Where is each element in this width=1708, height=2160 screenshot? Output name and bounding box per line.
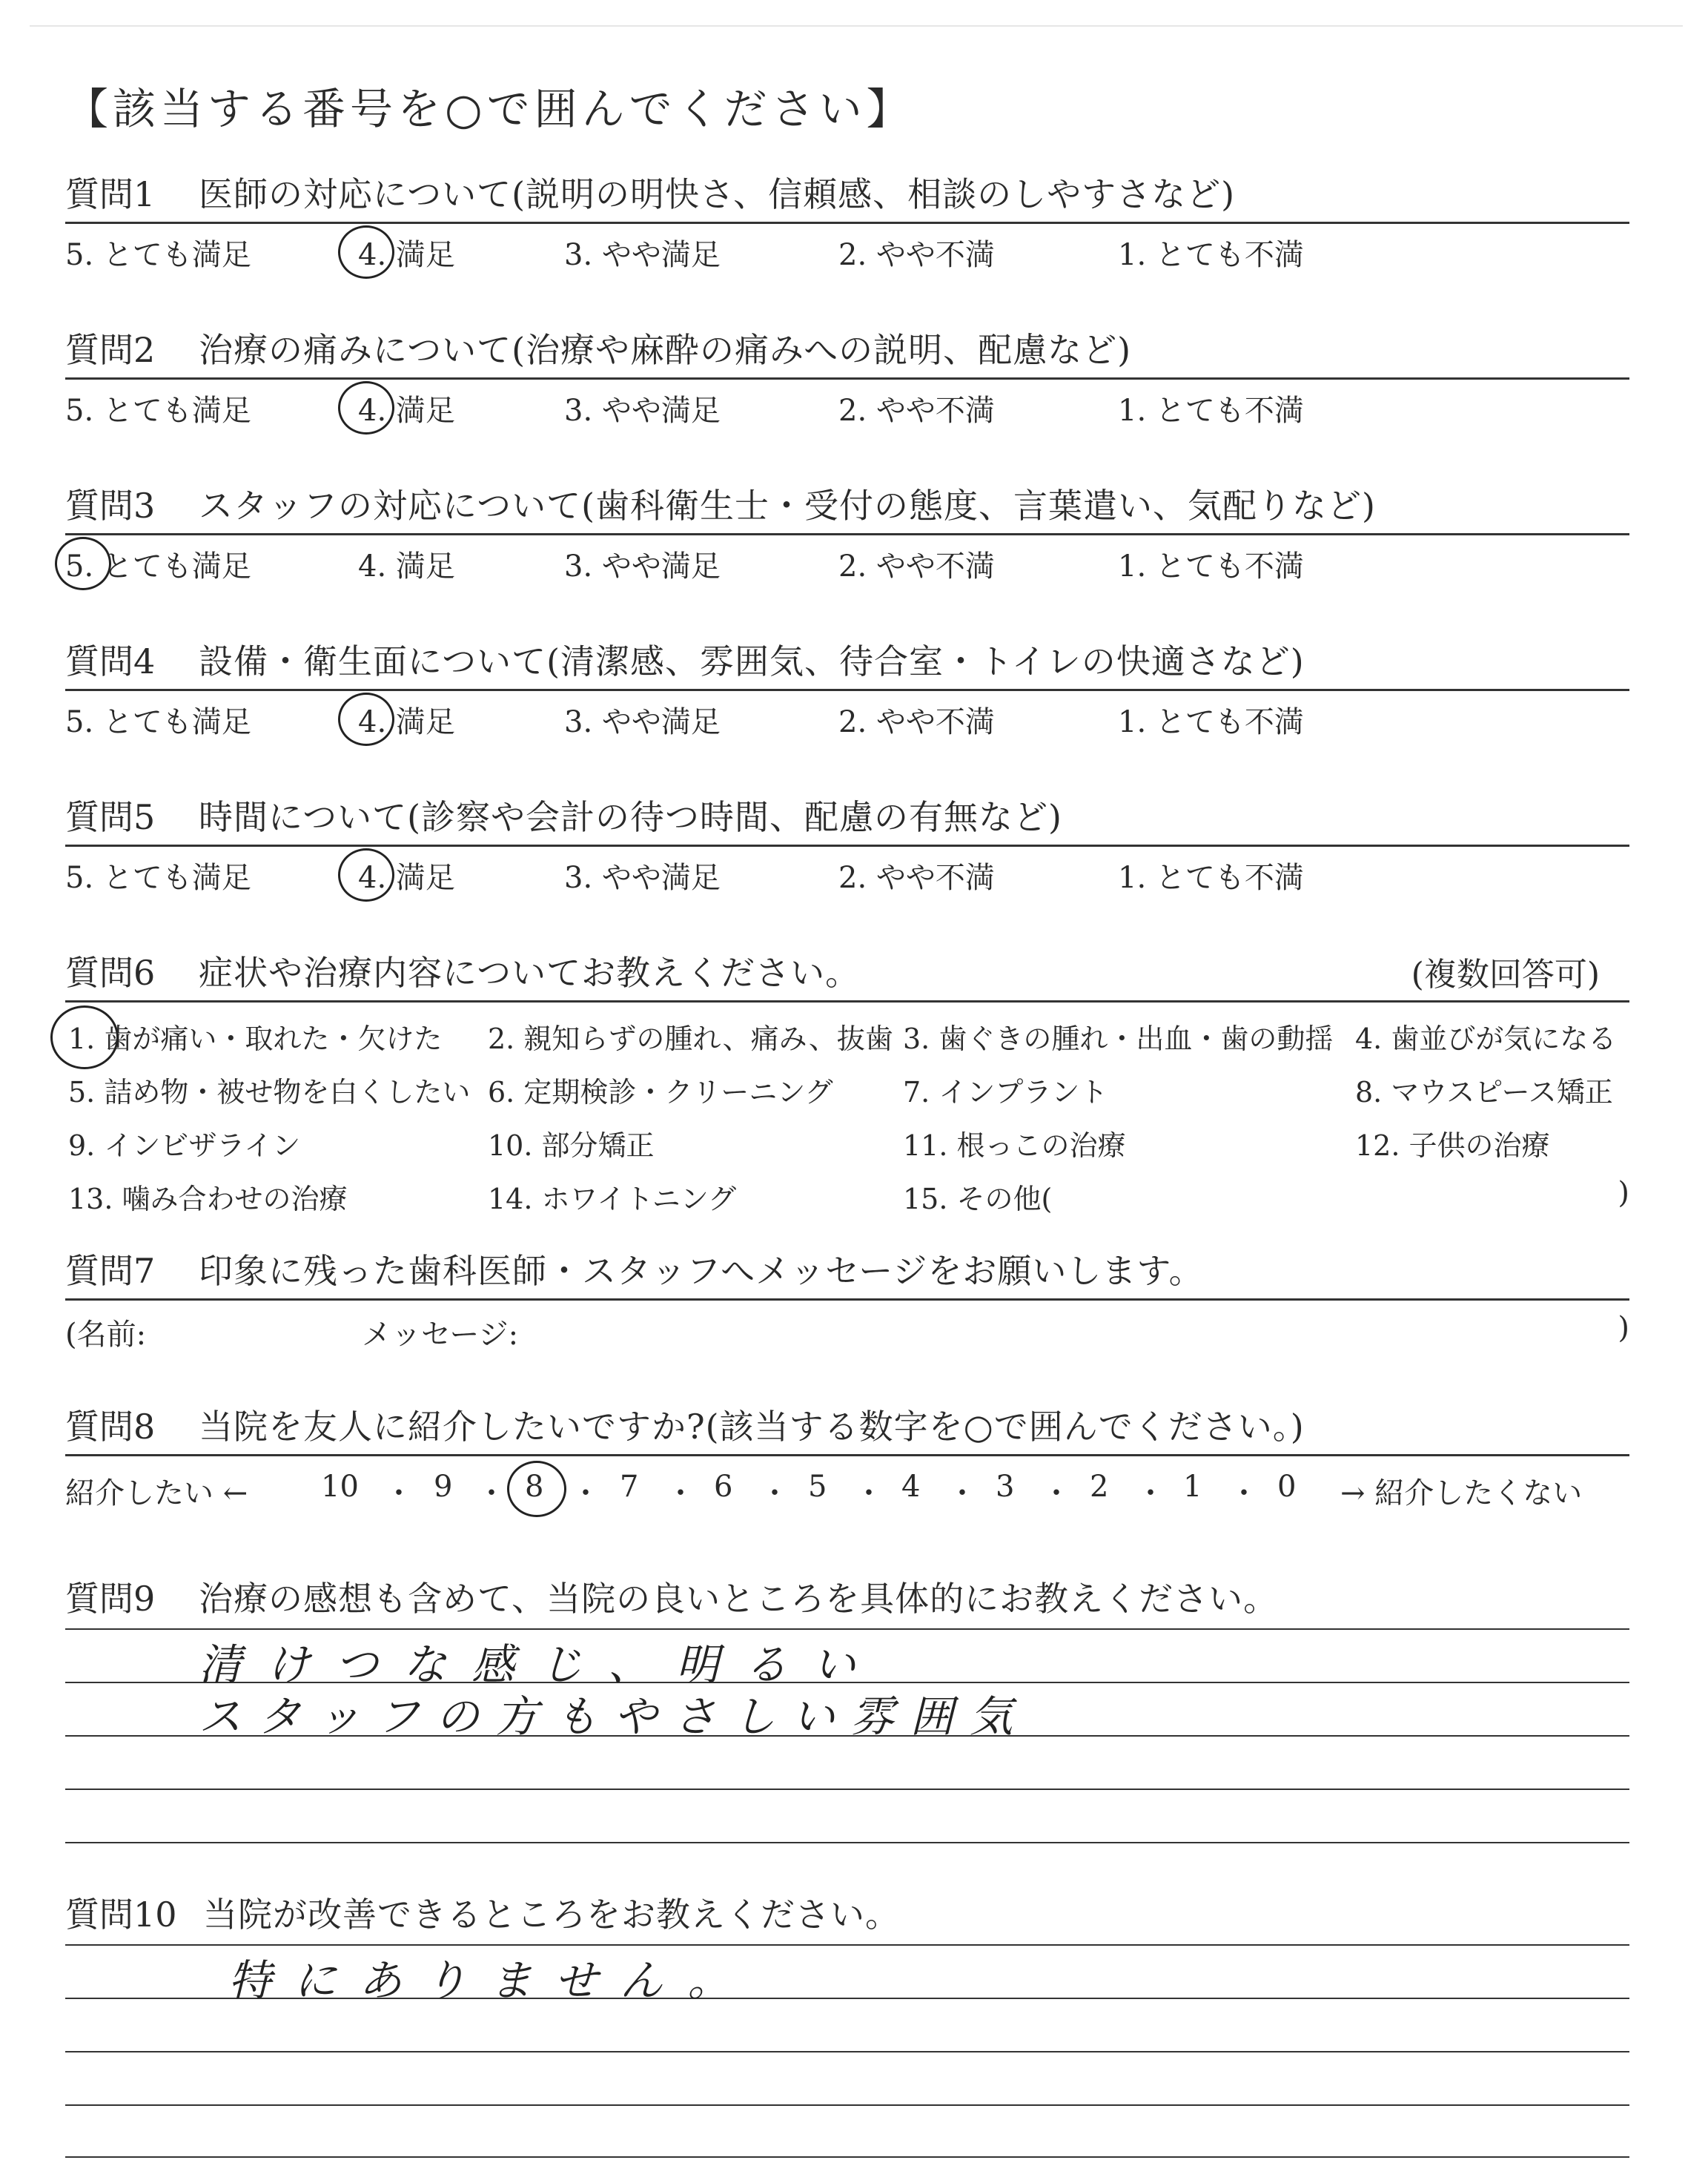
question-label: 質問2 (65, 330, 156, 370)
selection-circle (50, 1005, 119, 1069)
question-label: 質問7 (65, 1251, 156, 1291)
page-title: 【該当する番号を○で囲んでください】 (65, 84, 914, 134)
selection-circle (338, 225, 394, 279)
scale-dot: ・ (666, 1476, 695, 1510)
scale-dot: ・ (1229, 1476, 1259, 1510)
answer-lines[interactable] (65, 1628, 1629, 1851)
question-5 (65, 792, 1629, 899)
scale-dot: ・ (571, 1476, 600, 1510)
option-1[interactable]: 1. とても不満 (1118, 861, 1304, 895)
scale-dot: ・ (854, 1476, 884, 1510)
question-label: 質問9 (65, 1579, 156, 1619)
symptom-option[interactable]: 3. 歯ぐきの腫れ・出血・歯の動揺 (903, 1023, 1334, 1055)
message-label: メッセージ: (362, 1318, 519, 1352)
symptom-option[interactable]: 8. マウスピース矯正 (1355, 1076, 1613, 1109)
question-text: 症状や治療内容についてお教えください。 (199, 953, 861, 993)
handwritten-answer: 特にありません。 (228, 1955, 753, 2006)
option-1[interactable]: 1. とても不満 (1118, 238, 1304, 272)
scale-dot: ・ (384, 1476, 414, 1510)
scale-value-3[interactable]: 3 (996, 1470, 1015, 1504)
option-2[interactable]: 2. やや不満 (838, 861, 995, 895)
selection-circle (507, 1461, 566, 1517)
scale-value-4[interactable]: 4 (901, 1470, 921, 1504)
option-5[interactable]: 5. とても満足 (65, 238, 251, 272)
scale-value-1[interactable]: 1 (1183, 1470, 1202, 1504)
symptom-option[interactable]: 4. 歯並びが気になる (1355, 1023, 1617, 1055)
option-3[interactable]: 3. やや満足 (564, 705, 721, 739)
symptom-option[interactable]: 5. 詰め物・被せ物を白くしたい (68, 1076, 471, 1109)
question-6 (65, 948, 1629, 1225)
question-text: 設備・衛生面について(清潔感、雰囲気、待合室・トイレの快適さなど) (199, 641, 1305, 681)
question-text: 当院が改善できるところをお教えください。 (203, 1895, 900, 1935)
option-5[interactable]: 5. とても満足 (65, 549, 251, 584)
question-label: 質問4 (65, 641, 156, 681)
scale-dot: ・ (1042, 1476, 1071, 1510)
page-edge (30, 25, 1683, 27)
question-text: 治療の痛みについて(治療や麻酔の痛みへの説明、配慮など) (199, 330, 1132, 370)
option-3[interactable]: 3. やや満足 (564, 238, 721, 272)
symptom-option[interactable]: 13. 噛み合わせの治療 (68, 1183, 348, 1215)
symptom-option[interactable]: 14. ホワイトニング (488, 1183, 737, 1215)
question-text: 治療の感想も含めて、当院の良いところを具体的にお教えください。 (199, 1579, 1279, 1619)
scale-value-7[interactable]: 7 (620, 1470, 639, 1504)
option-5[interactable]: 5. とても満足 (65, 861, 251, 895)
option-4[interactable]: 4. 満足 (358, 861, 455, 895)
writing-line (65, 2156, 1629, 2158)
question-text: 時間について(診察や会計の待つ時間、配慮の有無など) (199, 797, 1062, 837)
question-9 (65, 1573, 1629, 1628)
symptom-option-other[interactable]: 15. その他( (903, 1183, 1053, 1215)
selection-circle (55, 537, 111, 590)
question-label: 質問5 (65, 797, 156, 837)
question-text: 当院を友人に紹介したいですか?(該当する数字を○で囲んでください。) (199, 1407, 1305, 1447)
question-8 (65, 1401, 1629, 1516)
scale-value-5[interactable]: 5 (808, 1470, 827, 1504)
option-4[interactable]: 4. 満足 (358, 705, 455, 739)
option-3[interactable]: 3. やや満足 (564, 861, 721, 895)
option-1[interactable]: 1. とても不満 (1118, 705, 1304, 739)
question-label: 質問6 (65, 953, 156, 993)
option-2[interactable]: 2. やや不満 (838, 238, 995, 272)
symptom-option[interactable]: 9. インビザライン (68, 1129, 301, 1162)
question-2 (65, 325, 1629, 432)
writing-line (65, 2104, 1629, 2106)
symptom-option[interactable]: 12. 子供の治療 (1355, 1129, 1550, 1162)
scale-value-9[interactable]: 9 (434, 1470, 453, 1504)
question-3 (65, 480, 1629, 587)
option-4[interactable]: 4. 満足 (358, 238, 455, 272)
option-2[interactable]: 2. やや不満 (838, 549, 995, 584)
symptom-option[interactable]: 7. インプラント (903, 1076, 1108, 1109)
symptom-option[interactable]: 11. 根っこの治療 (903, 1129, 1126, 1162)
question-label: 質問8 (65, 1407, 156, 1447)
scale-dot: ・ (477, 1476, 506, 1510)
scale-value-6[interactable]: 6 (714, 1470, 733, 1504)
option-4[interactable]: 4. 満足 (358, 394, 455, 428)
selection-circle (338, 693, 394, 746)
selection-circle (338, 848, 394, 902)
writing-line (65, 1842, 1629, 1843)
scale-value-0[interactable]: 0 (1277, 1470, 1297, 1504)
option-5[interactable]: 5. とても満足 (65, 394, 251, 428)
question-4 (65, 636, 1629, 743)
writing-line (65, 2051, 1629, 2052)
question-label: 質問1 (65, 174, 156, 214)
option-5[interactable]: 5. とても満足 (65, 705, 251, 739)
scale-value-10[interactable]: 10 (321, 1470, 359, 1504)
option-1[interactable]: 1. とても不満 (1118, 394, 1304, 428)
name-label: (名前: (65, 1318, 147, 1352)
option-2[interactable]: 2. やや不満 (838, 394, 995, 428)
option-3[interactable]: 3. やや満足 (564, 549, 721, 584)
scale-dot: ・ (760, 1476, 790, 1510)
question-10 (65, 1889, 1629, 1944)
writing-line (65, 1789, 1629, 1790)
symptom-option[interactable]: 6. 定期検診・クリーニング (488, 1076, 833, 1109)
question-1 (65, 169, 1629, 276)
handwritten-answer: 清けつな感じ、明るい (199, 1639, 881, 1690)
option-4[interactable]: 4. 満足 (358, 549, 455, 584)
question-text: 印象に残った歯科医師・スタッフへメッセージをお願いします。 (199, 1251, 1204, 1291)
question-label: 質問3 (65, 486, 156, 526)
option-3[interactable]: 3. やや満足 (564, 394, 721, 428)
option-1[interactable]: 1. とても不満 (1118, 549, 1304, 584)
scale-dot: ・ (947, 1476, 977, 1510)
selection-circle (338, 381, 394, 435)
scale-value-2[interactable]: 2 (1090, 1470, 1109, 1504)
symptom-option[interactable]: 1. 歯が痛い・取れた・欠けた (68, 1023, 443, 1055)
question-text: 医師の対応について(説明の明快さ、信頼感、相談のしやすさなど) (199, 174, 1236, 214)
recommend-label: 紹介したい ← (65, 1476, 248, 1510)
question-text: スタッフの対応について(歯科衛生士・受付の態度、言葉遣い、気配りなど) (199, 486, 1376, 526)
other-close-paren: ) (1618, 1176, 1629, 1210)
question-label: 質問10 (65, 1895, 177, 1935)
question-7 (65, 1246, 1629, 1353)
symptom-option[interactable]: 2. 親知らずの腫れ、痛み、抜歯 (488, 1023, 893, 1055)
not-recommend-label: → 紹介したくない (1340, 1476, 1583, 1510)
option-2[interactable]: 2. やや不満 (838, 705, 995, 739)
handwritten-answer: スタッフの方もやさしい雰囲気 (199, 1691, 1030, 1742)
scale-value-8[interactable]: 8 (525, 1470, 544, 1504)
symptom-option[interactable]: 10. 部分矯正 (488, 1129, 655, 1162)
answer-lines[interactable] (65, 1944, 1629, 2159)
multiple-answers-note: (複数回答可) (1411, 956, 1600, 994)
message-close-paren: ) (1618, 1311, 1629, 1345)
scale-dot: ・ (1136, 1476, 1165, 1510)
